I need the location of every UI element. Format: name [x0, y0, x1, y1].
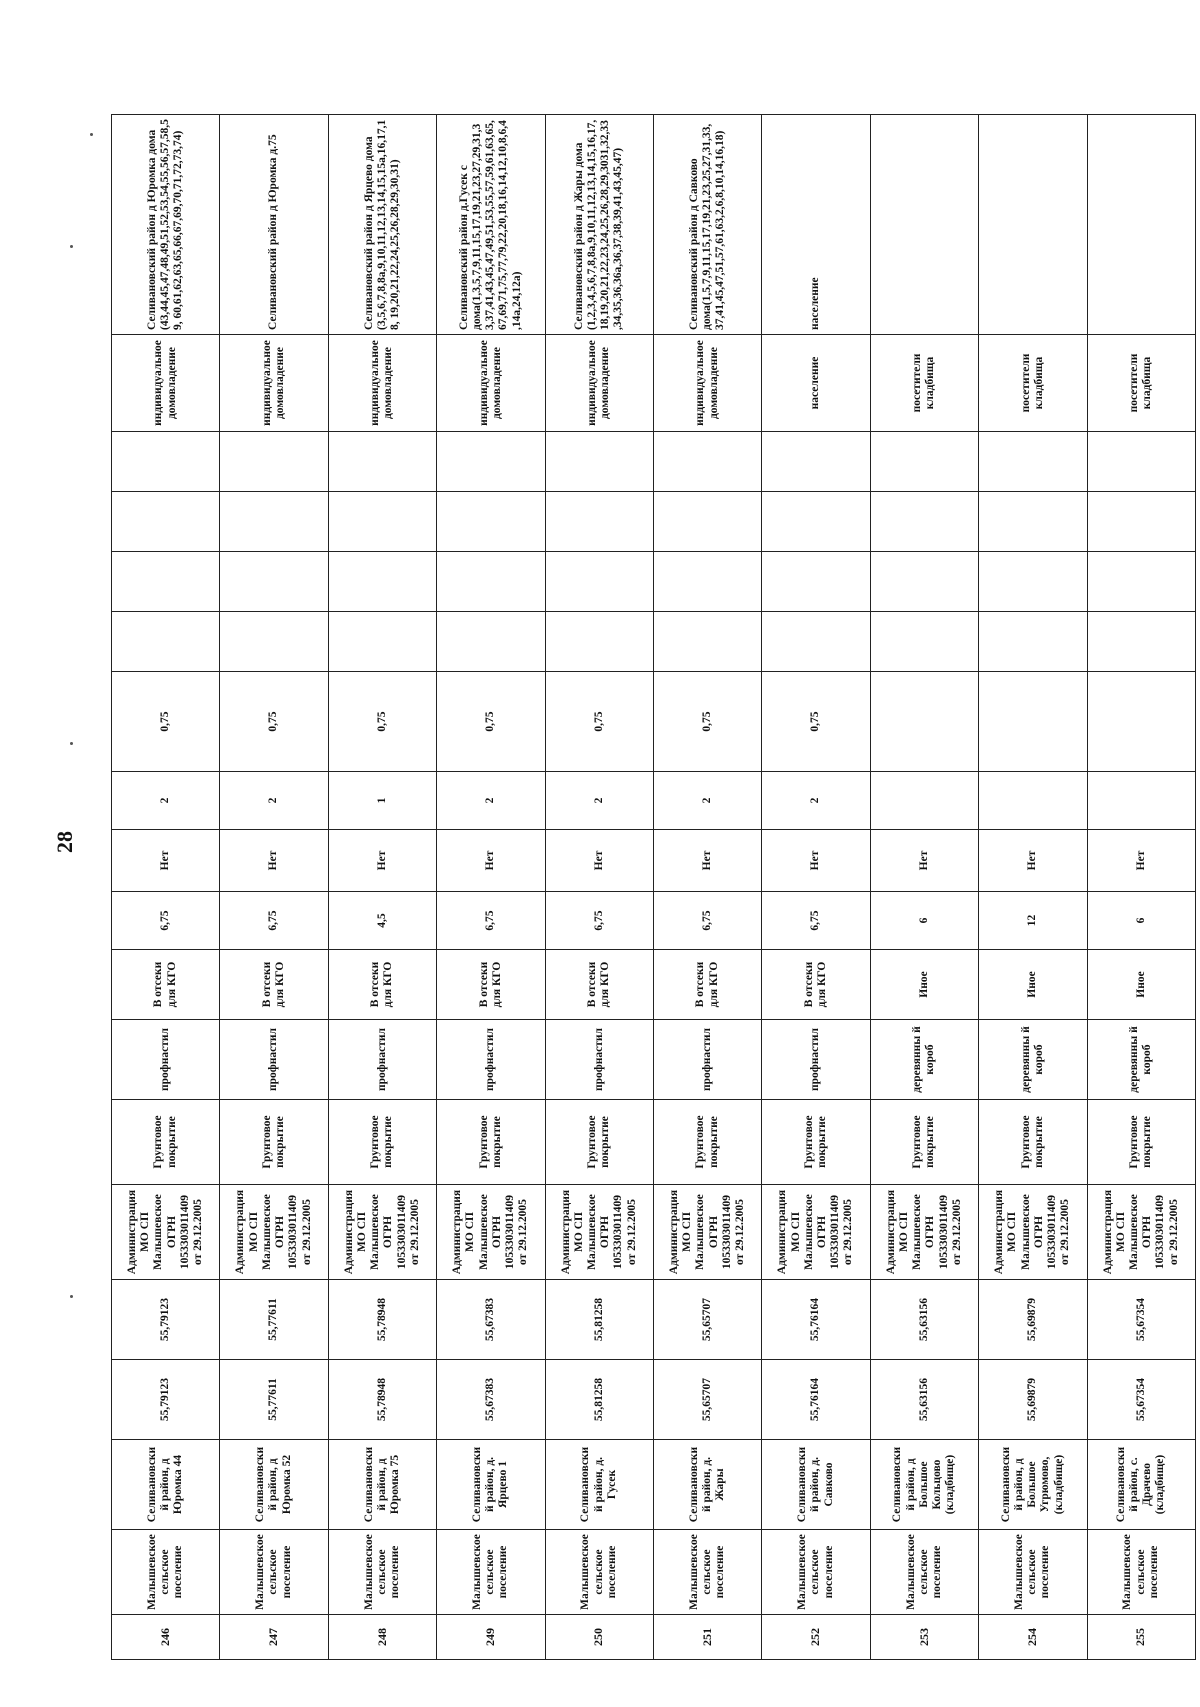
- cell-empty-col-2: [437, 552, 545, 612]
- cell-area: 6,75: [112, 892, 220, 950]
- cell-empty-col-4: [979, 432, 1087, 492]
- cell-empty-col-4: [437, 432, 545, 492]
- cell-row-number: 255: [1087, 1615, 1195, 1660]
- cell-container-volume: [870, 672, 978, 772]
- cell-owner: Администрация МО СП Малышевское ОГРН 1053303011409 от 29.12.2005: [328, 1185, 436, 1280]
- cell-row-number: 246: [112, 1615, 220, 1660]
- cell-empty-col-2: [220, 552, 328, 612]
- cell-empty-col-1: [1087, 612, 1195, 672]
- table-row: [979, 115, 1087, 1660]
- cell-fence-material: профнастил: [112, 1020, 220, 1100]
- cell-waste-source: индивидуальное домовладение: [112, 335, 220, 432]
- cell-empty-col-3: [437, 492, 545, 552]
- cell-owner: Администрация МО СП Малышевское ОГРН 1053303011409 от 29.12.2005: [1087, 1185, 1195, 1280]
- cell-container-count: 1: [328, 772, 436, 830]
- cell-address: Селивановский район, д. Савково: [762, 1440, 870, 1530]
- cell-settlement: Малышевское сельское поселение: [220, 1530, 328, 1615]
- cell-settlement: Малышевское сельское поселение: [653, 1530, 761, 1615]
- scan-speck: [70, 1295, 73, 1298]
- cell-owner: Администрация МО СП Малышевское ОГРН 1053303011409 от 29.12.2005: [979, 1185, 1087, 1280]
- cell-area: 6,75: [220, 892, 328, 950]
- cell-waste-source: посетители кладбища: [979, 335, 1087, 432]
- cell-fence-material: профнастил: [328, 1020, 436, 1100]
- cell-owner: Администрация МО СП Малышевское ОГРН 1053303011409 от 29.12.2005: [220, 1185, 328, 1280]
- cell-address: Селивановский район, д. Гусек: [545, 1440, 653, 1530]
- cell-longitude: 55,79123: [112, 1280, 220, 1360]
- cell-empty-col-3: [1087, 492, 1195, 552]
- cell-canopy: Нет: [328, 830, 436, 892]
- cell-longitude: 55,65707: [653, 1280, 761, 1360]
- cell-empty-col-2: [328, 552, 436, 612]
- cell-container-count: 2: [437, 772, 545, 830]
- cell-surface: Грунтовое покрытие: [653, 1100, 761, 1185]
- cell-empty-col-3: [545, 492, 653, 552]
- cell-fence-material: профнастил: [220, 1020, 328, 1100]
- cell-served-objects: Селивановский район д Савково дома(1,5,7,9,11,15,17,19,21,23,25,27,31,33,37,41,45,47,51,57,61,63,2,6,8,10,14,16,18): [653, 115, 761, 335]
- cell-served-objects: [979, 115, 1087, 335]
- cell-site-type: В отсеки для КГО: [220, 950, 328, 1020]
- table-row: [220, 115, 328, 1660]
- cell-served-objects: [870, 115, 978, 335]
- cell-served-objects: население: [762, 115, 870, 335]
- cell-empty-col-3: [653, 492, 761, 552]
- table-row: [112, 115, 220, 1660]
- cell-canopy: Нет: [220, 830, 328, 892]
- cell-row-number: 254: [979, 1615, 1087, 1660]
- cell-waste-source: индивидуальное домовладение: [437, 335, 545, 432]
- cell-area: 6: [1087, 892, 1195, 950]
- cell-owner: Администрация МО СП Малышевское ОГРН 1053303011409 от 29.12.2005: [653, 1185, 761, 1280]
- cell-canopy: Нет: [762, 830, 870, 892]
- cell-waste-source: индивидуальное домовладение: [653, 335, 761, 432]
- cell-empty-col-4: [112, 432, 220, 492]
- cell-container-volume: 0,75: [762, 672, 870, 772]
- cell-empty-col-1: [545, 612, 653, 672]
- cell-canopy: Нет: [112, 830, 220, 892]
- cell-longitude: 55,67383: [437, 1280, 545, 1360]
- cell-area: 6,75: [437, 892, 545, 950]
- cell-empty-col-3: [762, 492, 870, 552]
- cell-surface: Грунтовое покрытие: [545, 1100, 653, 1185]
- cell-empty-col-3: [220, 492, 328, 552]
- cell-settlement: Малышевское сельское поселение: [112, 1530, 220, 1615]
- cell-latitude: 55,76164: [762, 1360, 870, 1440]
- cell-empty-col-2: [1087, 552, 1195, 612]
- cell-address: Селивановский район, д Юромка 44: [112, 1440, 220, 1530]
- page-number: 28: [52, 831, 77, 853]
- cell-settlement: Малышевское сельское поселение: [979, 1530, 1087, 1615]
- cell-empty-col-1: [112, 612, 220, 672]
- cell-container-volume: 0,75: [545, 672, 653, 772]
- cell-owner: Администрация МО СП Малышевское ОГРН 1053303011409 от 29.12.2005: [112, 1185, 220, 1280]
- cell-empty-col-4: [545, 432, 653, 492]
- rotated-table-container: [111, 115, 1196, 1660]
- cell-area: 6: [870, 892, 978, 950]
- cell-container-volume: 0,75: [437, 672, 545, 772]
- cell-area: 6,75: [545, 892, 653, 950]
- cell-surface: Грунтовое покрытие: [1087, 1100, 1195, 1185]
- table-row: [870, 115, 978, 1660]
- cell-surface: Грунтовое покрытие: [220, 1100, 328, 1185]
- cell-fence-material: профнастил: [545, 1020, 653, 1100]
- cell-site-type: В отсеки для КГО: [545, 950, 653, 1020]
- table-row: [762, 115, 870, 1660]
- cell-empty-col-1: [653, 612, 761, 672]
- cell-empty-col-1: [762, 612, 870, 672]
- cell-container-volume: 0,75: [112, 672, 220, 772]
- cell-empty-col-4: [220, 432, 328, 492]
- cell-address: Селивановский район, д Большое Кольцово (кладбище): [870, 1440, 978, 1530]
- cell-surface: Грунтовое покрытие: [112, 1100, 220, 1185]
- cell-row-number: 253: [870, 1615, 978, 1660]
- cell-latitude: 55,67354: [1087, 1360, 1195, 1440]
- cell-served-objects: Селивановский район д Ярцево дома (3,5,6,7,8,8а,9,10,11,12,13,14,15,15а,16,17,18, 19,20,21,22,24,25,26,28,29,30,31): [328, 115, 436, 335]
- cell-canopy: Нет: [545, 830, 653, 892]
- cell-empty-col-1: [870, 612, 978, 672]
- cell-owner: Администрация МО СП Малышевское ОГРН 1053303011409 от 29.12.2005: [545, 1185, 653, 1280]
- cell-empty-col-4: [762, 432, 870, 492]
- cell-owner: Администрация МО СП Малышевское ОГРН 1053303011409 от 29.12.2005: [870, 1185, 978, 1280]
- waste-sites-table: [111, 114, 1196, 1660]
- cell-owner: Администрация МО СП Малышевское ОГРН 1053303011409 от 29.12.2005: [437, 1185, 545, 1280]
- cell-row-number: 249: [437, 1615, 545, 1660]
- cell-container-count: 2: [220, 772, 328, 830]
- cell-waste-source: посетители кладбища: [1087, 335, 1195, 432]
- cell-site-type: В отсеки для КГО: [762, 950, 870, 1020]
- cell-site-type: В отсеки для КГО: [437, 950, 545, 1020]
- cell-settlement: Малышевское сельское поселение: [437, 1530, 545, 1615]
- cell-empty-col-4: [653, 432, 761, 492]
- cell-empty-col-2: [870, 552, 978, 612]
- scan-speck: [90, 133, 93, 136]
- cell-address: Селивановский район, д. Жары: [653, 1440, 761, 1530]
- cell-longitude: 55,76164: [762, 1280, 870, 1360]
- cell-served-objects: Селивановский район д Юромка д.75: [220, 115, 328, 335]
- cell-surface: Грунтовое покрытие: [979, 1100, 1087, 1185]
- cell-container-volume: 0,75: [328, 672, 436, 772]
- cell-container-count: [870, 772, 978, 830]
- cell-fence-material: деревянны й короб: [870, 1020, 978, 1100]
- cell-served-objects: Селивановский район д.Гусек с дома(1,3,5,7,9,11,15,17,19,21,23,27,29,31,33,37,41,43,45,47,49,51,53,55,57,59,61,63,65,67,69,71,75,77,79,22,20,18,16,14,12,10,8,6,4,14а,24,12а): [437, 115, 545, 335]
- scan-speck: [70, 742, 73, 745]
- cell-latitude: 55,69879: [979, 1360, 1087, 1440]
- cell-empty-col-1: [220, 612, 328, 672]
- cell-row-number: 252: [762, 1615, 870, 1660]
- cell-site-type: Иное: [870, 950, 978, 1020]
- cell-container-volume: [979, 672, 1087, 772]
- table-row: [437, 115, 545, 1660]
- cell-empty-col-1: [328, 612, 436, 672]
- cell-empty-col-2: [545, 552, 653, 612]
- cell-address: Селивановский район, д Юромка 75: [328, 1440, 436, 1530]
- cell-served-objects: Селивановский район д Жары дома (1,2,3,4,5,6,7,8,8а,9,10,11,12,13,14,15,16,17,18,19,20,21,22,23,24,25,26,28,29,3031,32,33,34,35,36,36а,36,37,38,39,41,43,45,47): [545, 115, 653, 335]
- cell-settlement: Малышевское сельское поселение: [1087, 1530, 1195, 1615]
- scan-speck: [70, 245, 73, 248]
- cell-canopy: Нет: [979, 830, 1087, 892]
- cell-container-count: [1087, 772, 1195, 830]
- cell-site-type: В отсеки для КГО: [112, 950, 220, 1020]
- cell-settlement: Малышевское сельское поселение: [870, 1530, 978, 1615]
- cell-address: Селивановский район, д Большое Угрюмово, (кладбище): [979, 1440, 1087, 1530]
- cell-site-type: В отсеки для КГО: [328, 950, 436, 1020]
- cell-site-type: Иное: [1087, 950, 1195, 1020]
- cell-longitude: 55,81258: [545, 1280, 653, 1360]
- table-row: [545, 115, 653, 1660]
- cell-area: 6,75: [762, 892, 870, 950]
- cell-area: 4,5: [328, 892, 436, 950]
- cell-canopy: Нет: [870, 830, 978, 892]
- table-body: [112, 115, 1196, 1660]
- cell-latitude: 55,67383: [437, 1360, 545, 1440]
- cell-empty-col-4: [328, 432, 436, 492]
- cell-latitude: 55,65707: [653, 1360, 761, 1440]
- cell-container-volume: [1087, 672, 1195, 772]
- cell-empty-col-1: [979, 612, 1087, 672]
- cell-row-number: 248: [328, 1615, 436, 1660]
- table-row: [328, 115, 436, 1660]
- cell-empty-col-2: [653, 552, 761, 612]
- cell-latitude: 55,78948: [328, 1360, 436, 1440]
- cell-latitude: 55,77611: [220, 1360, 328, 1440]
- cell-latitude: 55,63156: [870, 1360, 978, 1440]
- cell-empty-col-2: [112, 552, 220, 612]
- cell-container-count: 2: [112, 772, 220, 830]
- cell-fence-material: деревянны й короб: [1087, 1020, 1195, 1100]
- table-row: [1087, 115, 1195, 1660]
- cell-canopy: Нет: [653, 830, 761, 892]
- cell-area: 6,75: [653, 892, 761, 950]
- cell-surface: Грунтовое покрытие: [762, 1100, 870, 1185]
- cell-settlement: Малышевское сельское поселение: [328, 1530, 436, 1615]
- cell-canopy: Нет: [437, 830, 545, 892]
- cell-area: 12: [979, 892, 1087, 950]
- cell-served-objects: Селивановский район д Юромка дома (43,44,45,47,48,49,51,52,53,54,55,56,57,58,59, 60,61,62,63,65,66,67,69,70,71,72,73,74): [112, 115, 220, 335]
- cell-owner: Администрация МО СП Малышевское ОГРН 1053303011409 от 29.12.2005: [762, 1185, 870, 1280]
- cell-waste-source: индивидуальное домовладение: [328, 335, 436, 432]
- cell-longitude: 55,69879: [979, 1280, 1087, 1360]
- cell-fence-material: деревянны й короб: [979, 1020, 1087, 1100]
- cell-container-count: 2: [653, 772, 761, 830]
- cell-longitude: 55,67354: [1087, 1280, 1195, 1360]
- cell-served-objects: [1087, 115, 1195, 335]
- cell-waste-source: индивидуальное домовладение: [220, 335, 328, 432]
- cell-longitude: 55,78948: [328, 1280, 436, 1360]
- cell-longitude: 55,77611: [220, 1280, 328, 1360]
- cell-empty-col-4: [1087, 432, 1195, 492]
- cell-empty-col-1: [437, 612, 545, 672]
- cell-container-volume: 0,75: [653, 672, 761, 772]
- cell-fence-material: профнастил: [762, 1020, 870, 1100]
- cell-empty-col-2: [762, 552, 870, 612]
- cell-container-count: [979, 772, 1087, 830]
- cell-empty-col-3: [112, 492, 220, 552]
- cell-longitude: 55,63156: [870, 1280, 978, 1360]
- cell-container-volume: 0,75: [220, 672, 328, 772]
- cell-address: Селивановский район, д Юромка 52: [220, 1440, 328, 1530]
- cell-container-count: 2: [762, 772, 870, 830]
- cell-empty-col-2: [979, 552, 1087, 612]
- cell-canopy: Нет: [1087, 830, 1195, 892]
- cell-latitude: 55,79123: [112, 1360, 220, 1440]
- cell-fence-material: профнастил: [437, 1020, 545, 1100]
- cell-site-type: В отсеки для КГО: [653, 950, 761, 1020]
- cell-empty-col-3: [979, 492, 1087, 552]
- table-row: [653, 115, 761, 1660]
- cell-row-number: 250: [545, 1615, 653, 1660]
- cell-surface: Грунтовое покрытие: [870, 1100, 978, 1185]
- cell-waste-source: население: [762, 335, 870, 432]
- cell-waste-source: индивидуальное домовладение: [545, 335, 653, 432]
- cell-row-number: 247: [220, 1615, 328, 1660]
- cell-empty-col-3: [870, 492, 978, 552]
- cell-address: Селивановский район, с. Драчево (кладбище): [1087, 1440, 1195, 1530]
- cell-container-count: 2: [545, 772, 653, 830]
- cell-latitude: 55,81258: [545, 1360, 653, 1440]
- cell-fence-material: профнастил: [653, 1020, 761, 1100]
- cell-row-number: 251: [653, 1615, 761, 1660]
- cell-empty-col-4: [870, 432, 978, 492]
- cell-surface: Грунтовое покрытие: [328, 1100, 436, 1185]
- cell-settlement: Малышевское сельское поселение: [545, 1530, 653, 1615]
- cell-empty-col-3: [328, 492, 436, 552]
- cell-surface: Грунтовое покрытие: [437, 1100, 545, 1185]
- cell-settlement: Малышевское сельское поселение: [762, 1530, 870, 1615]
- cell-waste-source: посетители кладбища: [870, 335, 978, 432]
- cell-address: Селивановский район, д. Ярцево 1: [437, 1440, 545, 1530]
- cell-site-type: Иное: [979, 950, 1087, 1020]
